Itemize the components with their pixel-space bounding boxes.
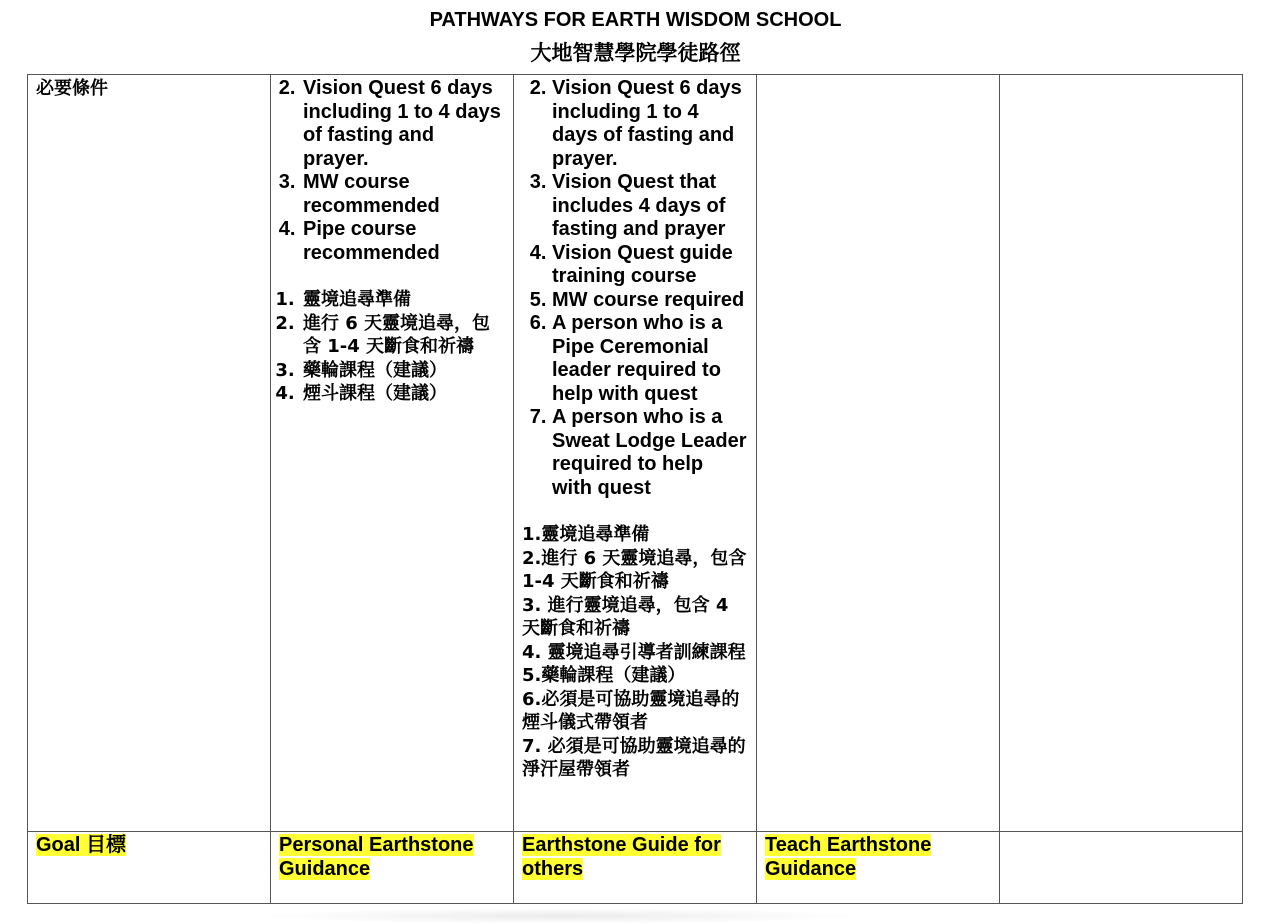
list-item: 4. 煙斗課程（建議） bbox=[301, 382, 505, 406]
goal-teach-earthstone-guidance: Teach Earthstone Guidance bbox=[765, 834, 932, 880]
pathways-table bbox=[27, 74, 1243, 904]
personal-requirements-list-zh bbox=[279, 288, 505, 406]
list-item: 2. Vision Quest 6 days including 1 to 4 days of fasting and prayer. bbox=[301, 77, 505, 171]
list-item: 2. Vision Quest 6 days including 1 to 4 days of fasting and prayer. bbox=[552, 77, 748, 171]
requirements-row bbox=[28, 75, 1243, 832]
empty-requirements-cell bbox=[1000, 75, 1243, 832]
goal-label: Goal 目標 bbox=[36, 834, 127, 856]
list-item: 4. 靈境追尋引導者訓練課程 bbox=[522, 641, 746, 663]
guide-requirements-list-zh bbox=[522, 523, 748, 782]
document-title: PATHWAYS FOR EARTH WISDOM SCHOOL bbox=[429, 9, 842, 31]
list-item: 5. MW course required bbox=[552, 289, 748, 313]
list-item: 2.進行 6 天靈境追尋，包含 1-4 天斷食和祈禱 bbox=[522, 547, 747, 592]
list-item: 1.靈境追尋準備 bbox=[522, 524, 650, 545]
goal-guide-cell bbox=[514, 832, 757, 904]
goal-empty-cell bbox=[1000, 832, 1243, 904]
personal-requirements-list-en bbox=[279, 77, 505, 265]
list-item: 6. A person who is a Pipe Ceremonial leader required to help with quest bbox=[552, 312, 748, 406]
list-item: 3. Vision Quest that includes 4 days of fasting and prayer bbox=[552, 171, 748, 242]
list-item: 7. A person who is a Sweat Lodge Leader required to help with quest bbox=[552, 406, 748, 500]
list-item: 3. 藥輪課程（建議） bbox=[301, 359, 505, 383]
personal-requirements-cell bbox=[271, 75, 514, 832]
requirements-label-cell bbox=[28, 75, 271, 832]
teach-requirements-cell bbox=[757, 75, 1000, 832]
list-item: 1. 靈境追尋準備 bbox=[301, 288, 505, 312]
document-subtitle-chinese: 大地智慧學院學徒路徑 bbox=[530, 41, 741, 65]
list-item: 2. 進行 6 天靈境追尋，包含 1-4 天斷食和祈禱 bbox=[301, 312, 505, 359]
list-item: 7. 必須是可協助靈境追尋的淨汗屋帶領者 bbox=[522, 735, 746, 780]
list-item: 5.藥輪課程（建議） bbox=[522, 665, 686, 686]
goal-personal-earthstone-guidance: Personal Earthstone Guidance bbox=[279, 834, 474, 880]
goal-earthstone-guide-for-others: Earthstone Guide for others bbox=[522, 834, 721, 880]
guide-requirements-list-en bbox=[522, 77, 748, 500]
goal-personal-cell bbox=[271, 832, 514, 904]
list-item: 4. Vision Quest guide training course bbox=[552, 242, 748, 289]
list-item: 3. 進行靈境追尋，包含 4 天斷食和祈禱 bbox=[522, 594, 729, 639]
list-item: 6.必須是可協助靈境追尋的煙斗儀式帶領者 bbox=[522, 688, 740, 733]
requirements-label: 必要條件 bbox=[36, 78, 108, 99]
page-shadow bbox=[260, 908, 860, 924]
goal-teach-cell bbox=[757, 832, 1000, 904]
list-item: 3. MW course recommended bbox=[301, 171, 505, 218]
goal-row bbox=[28, 832, 1243, 904]
list-item: 4. Pipe course recommended bbox=[301, 218, 505, 265]
goal-label-cell bbox=[28, 832, 271, 904]
guide-requirements-cell bbox=[514, 75, 757, 832]
